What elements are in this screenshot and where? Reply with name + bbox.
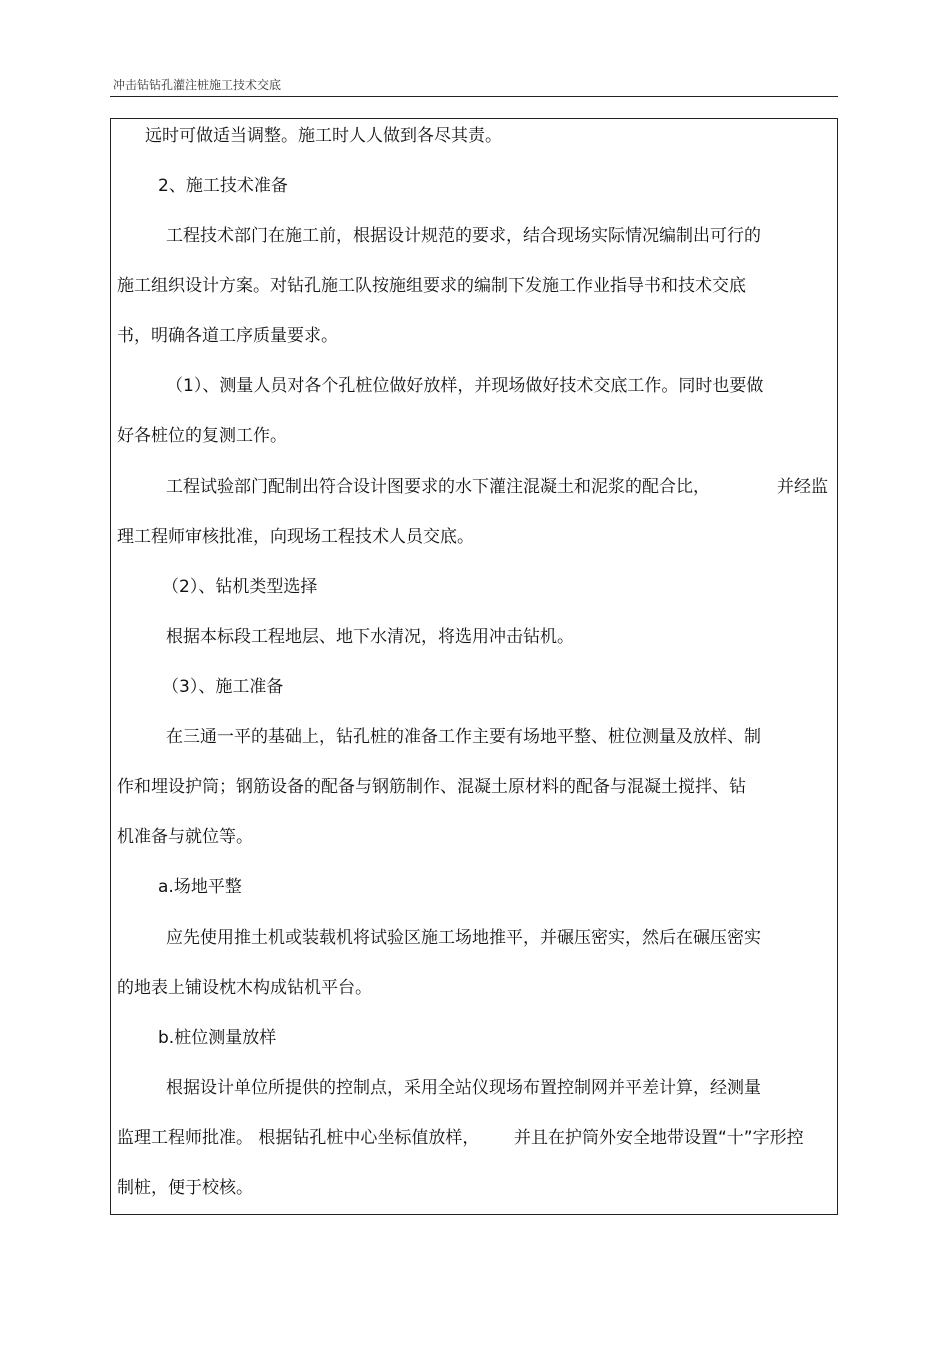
- section-heading: （3）、施工准备: [162, 677, 284, 697]
- paragraph-line-tail: 并经监: [777, 477, 828, 497]
- paragraph-line: 施工组织设计方案。对钻孔施工队按施组要求的编制下发施工作业指导书和技术交底: [117, 276, 746, 296]
- paragraph-line: 根据设计单位所提供的控制点，采用全站仪现场布置控制网并平差计算，经测量: [166, 1078, 761, 1098]
- paragraph-line: 好各桩位的复测工作。: [117, 426, 287, 446]
- paragraph-line: 远时可做适当调整。施工时人人做到各尽其责。: [145, 126, 502, 146]
- paragraph-line: 工程试验部门配制出符合设计图要求的水下灌注混凝土和泥浆的配合比，: [166, 477, 710, 497]
- paragraph-line: 理工程师审核批准，向现场工程技术人员交底。: [117, 527, 474, 547]
- paragraph-line: 在三通一平的基础上，钻孔桩的准备工作主要有场地平整、桩位测量及放样、制: [166, 727, 761, 747]
- paragraph-line: 应先使用推土机或装载机将试验区施工场地推平，并碾压密实，然后在碾压密实: [166, 928, 761, 948]
- paragraph-line: 机准备与就位等。: [117, 827, 253, 847]
- paragraph-line: 书，明确各道工序质量要求。: [117, 326, 338, 346]
- section-heading: 2、施工技术准备: [158, 176, 288, 196]
- paragraph-line: （1）、测量人员对各个孔桩位做好放样，并现场做好技术交底工作。同时也要做: [166, 376, 764, 396]
- paragraph-line: 监理工程师批准。 根据钻孔桩中心坐标值放样，: [117, 1128, 480, 1148]
- section-heading: （2）、钻机类型选择: [162, 577, 318, 597]
- paragraph-line: 的地表上铺设枕木构成钻机平台。: [117, 978, 372, 998]
- paragraph-line: 制桩，便于校核。: [117, 1178, 253, 1198]
- paragraph-line: 作和埋设护筒；钢筋设备的配备与钢筋制作、混凝土原材料的配备与混凝土搅拌、钻: [117, 777, 746, 797]
- paragraph-line: 根据本标段工程地层、地下水清况，将选用冲击钻机。: [166, 627, 574, 647]
- paragraph-line: 工程技术部门在施工前，根据设计规范的要求，结合现场实际情况编制出可行的: [166, 226, 761, 246]
- paragraph-line-tail: 并且在护筒外安全地带设置“十”字形控: [514, 1128, 804, 1148]
- page-header-title: 冲击钻钻孔灌注桩施工技术交底: [113, 78, 282, 92]
- subsection-heading: a.场地平整: [158, 877, 242, 897]
- subsection-heading: b.桩位测量放样: [158, 1028, 277, 1048]
- header-rule: [110, 96, 838, 97]
